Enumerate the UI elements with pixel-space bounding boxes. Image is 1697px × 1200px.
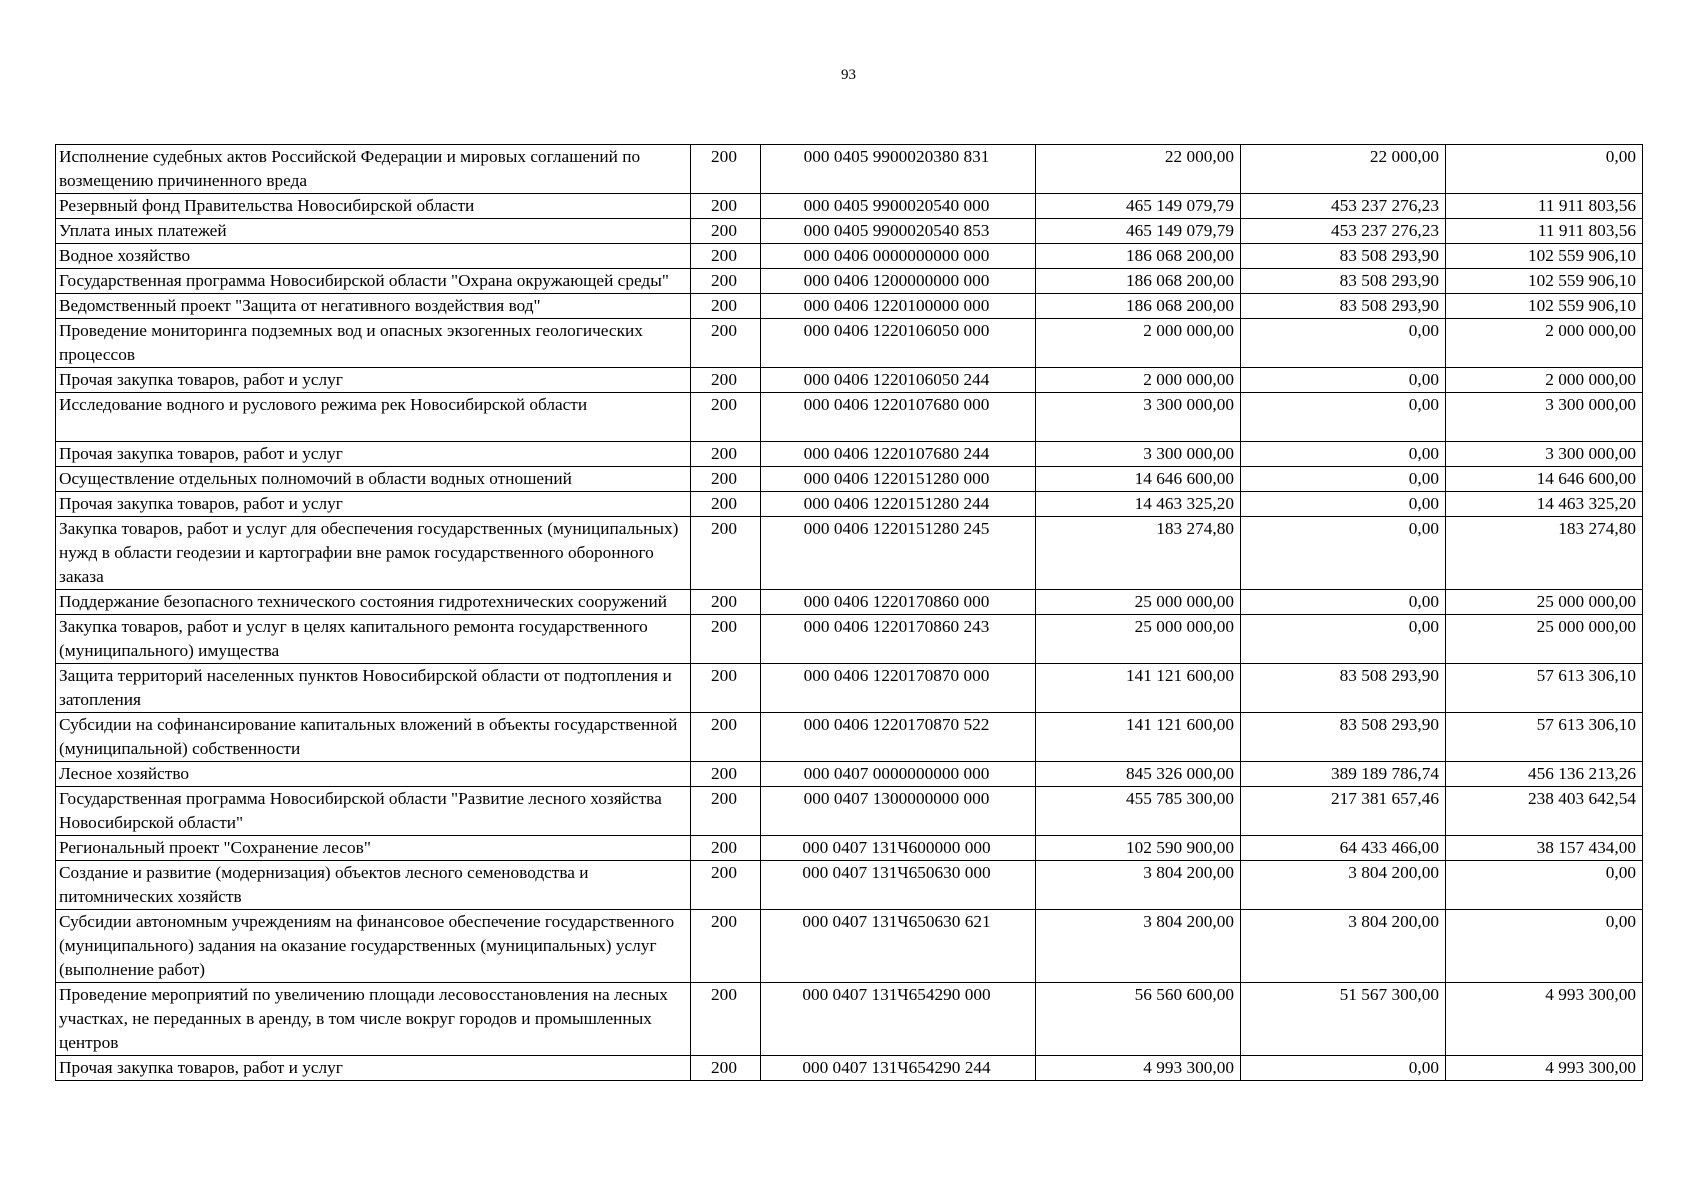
row-classification: 000 0407 131Ч654290 000	[761, 983, 1036, 1056]
row-code: 200	[691, 442, 761, 467]
row-name: Проведение мониторинга подземных вод и опасных экзогенных геологических процессов	[56, 319, 691, 368]
table-row	[56, 219, 1643, 244]
table-row	[56, 294, 1643, 319]
row-remainder: 0,00	[1446, 861, 1643, 910]
row-name: Субсидии на софинансирование капитальных вложений в объекты государственной (муниципальной) собственности	[56, 713, 691, 762]
table-row	[56, 244, 1643, 269]
row-approved: 186 068 200,00	[1036, 269, 1241, 294]
row-executed: 217 381 657,46	[1241, 787, 1446, 836]
row-classification: 000 0406 1220170860 243	[761, 615, 1036, 664]
row-executed: 83 508 293,90	[1241, 269, 1446, 294]
row-approved: 465 149 079,79	[1036, 219, 1241, 244]
row-remainder: 102 559 906,10	[1446, 294, 1643, 319]
row-name: Закупка товаров, работ и услуг для обеспечения государственных (муниципальных) нужд в области геодезии и картографии вне рамок государственного оборонного заказа	[56, 517, 691, 590]
row-remainder: 238 403 642,54	[1446, 787, 1643, 836]
table-row	[56, 1056, 1643, 1081]
row-name: Уплата иных платежей	[56, 219, 691, 244]
row-name: Защита территорий населенных пунктов Новосибирской области от подтопления и затопления	[56, 664, 691, 713]
row-name: Резервный фонд Правительства Новосибирской области	[56, 194, 691, 219]
row-name: Прочая закупка товаров, работ и услуг	[56, 492, 691, 517]
table-row	[56, 713, 1643, 762]
row-approved: 455 785 300,00	[1036, 787, 1241, 836]
row-approved: 141 121 600,00	[1036, 713, 1241, 762]
row-executed: 453 237 276,23	[1241, 219, 1446, 244]
row-executed: 0,00	[1241, 590, 1446, 615]
row-name: Государственная программа Новосибирской области "Охрана окружающей среды"	[56, 269, 691, 294]
table-row	[56, 492, 1643, 517]
row-classification: 000 0407 131Ч600000 000	[761, 836, 1036, 861]
table-row	[56, 787, 1643, 836]
row-code: 200	[691, 294, 761, 319]
table-row	[56, 393, 1643, 442]
row-code: 200	[691, 590, 761, 615]
row-classification: 000 0406 1220170860 000	[761, 590, 1036, 615]
row-approved: 25 000 000,00	[1036, 615, 1241, 664]
row-approved: 4 993 300,00	[1036, 1056, 1241, 1081]
row-approved: 3 804 200,00	[1036, 910, 1241, 983]
row-approved: 102 590 900,00	[1036, 836, 1241, 861]
row-classification: 000 0407 0000000000 000	[761, 762, 1036, 787]
row-name: Субсидии автономным учреждениям на финансовое обеспечение государственного (муниципального) задания на оказание государственных (муниципальных) услуг (выполнение работ)	[56, 910, 691, 983]
row-name: Осуществление отдельных полномочий в области водных отношений	[56, 467, 691, 492]
table-row	[56, 145, 1643, 194]
row-approved: 186 068 200,00	[1036, 244, 1241, 269]
row-name: Исполнение судебных актов Российской Федерации и мировых соглашений по возмещению причиненного вреда	[56, 145, 691, 194]
row-approved: 186 068 200,00	[1036, 294, 1241, 319]
row-executed: 0,00	[1241, 517, 1446, 590]
row-executed: 22 000,00	[1241, 145, 1446, 194]
row-executed: 453 237 276,23	[1241, 194, 1446, 219]
row-approved: 3 300 000,00	[1036, 442, 1241, 467]
row-name: Проведение мероприятий по увеличению площади лесовосстановления на лесных участках, не переданных в аренду, в том числе вокруг городов и промышленных центров	[56, 983, 691, 1056]
row-classification: 000 0407 131Ч654290 244	[761, 1056, 1036, 1081]
row-executed: 3 804 200,00	[1241, 861, 1446, 910]
row-code: 200	[691, 787, 761, 836]
row-code: 200	[691, 145, 761, 194]
row-executed: 64 433 466,00	[1241, 836, 1446, 861]
row-approved: 3 804 200,00	[1036, 861, 1241, 910]
page-number: 93	[841, 67, 856, 83]
row-code: 200	[691, 219, 761, 244]
row-remainder: 4 993 300,00	[1446, 1056, 1643, 1081]
table-body	[56, 145, 1643, 1081]
row-classification: 000 0406 0000000000 000	[761, 244, 1036, 269]
row-classification: 000 0406 1220170870 522	[761, 713, 1036, 762]
table-row	[56, 442, 1643, 467]
row-remainder: 4 993 300,00	[1446, 983, 1643, 1056]
table-row	[56, 983, 1643, 1056]
row-remainder: 102 559 906,10	[1446, 244, 1643, 269]
row-remainder: 25 000 000,00	[1446, 590, 1643, 615]
row-remainder: 14 463 325,20	[1446, 492, 1643, 517]
table-row	[56, 590, 1643, 615]
row-executed: 83 508 293,90	[1241, 664, 1446, 713]
row-code: 200	[691, 244, 761, 269]
row-classification: 000 0406 1220107680 000	[761, 393, 1036, 442]
table-row	[56, 836, 1643, 861]
row-remainder: 38 157 434,00	[1446, 836, 1643, 861]
row-code: 200	[691, 492, 761, 517]
row-code: 200	[691, 393, 761, 442]
row-executed: 83 508 293,90	[1241, 294, 1446, 319]
row-executed: 3 804 200,00	[1241, 910, 1446, 983]
table-row	[56, 467, 1643, 492]
row-code: 200	[691, 762, 761, 787]
row-classification: 000 0406 1220106050 244	[761, 368, 1036, 393]
budget-execution-table	[55, 144, 1643, 1081]
row-name: Прочая закупка товаров, работ и услуг	[56, 1056, 691, 1081]
table-row	[56, 861, 1643, 910]
row-classification: 000 0405 9900020540 000	[761, 194, 1036, 219]
row-approved: 14 646 600,00	[1036, 467, 1241, 492]
row-classification: 000 0406 1220151280 245	[761, 517, 1036, 590]
row-code: 200	[691, 467, 761, 492]
row-name: Ведомственный проект "Защита от негативного воздействия вод"	[56, 294, 691, 319]
row-remainder: 2 000 000,00	[1446, 368, 1643, 393]
row-name: Региональный проект "Сохранение лесов"	[56, 836, 691, 861]
row-code: 200	[691, 1056, 761, 1081]
row-approved: 22 000,00	[1036, 145, 1241, 194]
row-approved: 3 300 000,00	[1036, 393, 1241, 442]
row-approved: 14 463 325,20	[1036, 492, 1241, 517]
row-code: 200	[691, 713, 761, 762]
row-code: 200	[691, 664, 761, 713]
row-executed: 389 189 786,74	[1241, 762, 1446, 787]
row-code: 200	[691, 861, 761, 910]
row-approved: 56 560 600,00	[1036, 983, 1241, 1056]
row-classification: 000 0406 1220106050 000	[761, 319, 1036, 368]
row-remainder: 11 911 803,56	[1446, 194, 1643, 219]
row-code: 200	[691, 615, 761, 664]
row-executed: 83 508 293,90	[1241, 713, 1446, 762]
row-code: 200	[691, 517, 761, 590]
table-row	[56, 910, 1643, 983]
row-classification: 000 0406 1220170870 000	[761, 664, 1036, 713]
row-classification: 000 0407 131Ч650630 000	[761, 861, 1036, 910]
row-remainder: 183 274,80	[1446, 517, 1643, 590]
row-executed: 0,00	[1241, 393, 1446, 442]
row-approved: 2 000 000,00	[1036, 368, 1241, 393]
row-approved: 183 274,80	[1036, 517, 1241, 590]
row-code: 200	[691, 910, 761, 983]
row-approved: 25 000 000,00	[1036, 590, 1241, 615]
table-row	[56, 269, 1643, 294]
row-remainder: 11 911 803,56	[1446, 219, 1643, 244]
row-executed: 83 508 293,90	[1241, 244, 1446, 269]
row-approved: 465 149 079,79	[1036, 194, 1241, 219]
table-row	[56, 319, 1643, 368]
row-name: Государственная программа Новосибирской области "Развитие лесного хозяйства Новосибирской области"	[56, 787, 691, 836]
table-row	[56, 517, 1643, 590]
row-remainder: 57 613 306,10	[1446, 713, 1643, 762]
row-remainder: 0,00	[1446, 910, 1643, 983]
row-name: Лесное хозяйство	[56, 762, 691, 787]
row-classification: 000 0405 9900020380 831	[761, 145, 1036, 194]
row-approved: 845 326 000,00	[1036, 762, 1241, 787]
row-code: 200	[691, 983, 761, 1056]
row-classification: 000 0407 131Ч650630 621	[761, 910, 1036, 983]
table-row	[56, 762, 1643, 787]
row-remainder: 3 300 000,00	[1446, 442, 1643, 467]
row-executed: 0,00	[1241, 442, 1446, 467]
row-executed: 51 567 300,00	[1241, 983, 1446, 1056]
row-approved: 141 121 600,00	[1036, 664, 1241, 713]
row-classification: 000 0406 1220151280 000	[761, 467, 1036, 492]
row-executed: 0,00	[1241, 615, 1446, 664]
row-remainder: 3 300 000,00	[1446, 393, 1643, 442]
row-remainder: 456 136 213,26	[1446, 762, 1643, 787]
row-executed: 0,00	[1241, 368, 1446, 393]
row-remainder: 0,00	[1446, 145, 1643, 194]
row-classification: 000 0407 1300000000 000	[761, 787, 1036, 836]
row-classification: 000 0406 1220151280 244	[761, 492, 1036, 517]
row-remainder: 57 613 306,10	[1446, 664, 1643, 713]
row-name: Прочая закупка товаров, работ и услуг	[56, 368, 691, 393]
row-executed: 0,00	[1241, 1056, 1446, 1081]
row-code: 200	[691, 319, 761, 368]
row-name: Прочая закупка товаров, работ и услуг	[56, 442, 691, 467]
row-name: Водное хозяйство	[56, 244, 691, 269]
table-row	[56, 194, 1643, 219]
row-classification: 000 0406 1220100000 000	[761, 294, 1036, 319]
row-name: Поддержание безопасного технического состояния гидротехнических сооружений	[56, 590, 691, 615]
row-executed: 0,00	[1241, 319, 1446, 368]
row-code: 200	[691, 836, 761, 861]
row-name: Закупка товаров, работ и услуг в целях капитального ремонта государственного (муниципального) имущества	[56, 615, 691, 664]
row-remainder: 14 646 600,00	[1446, 467, 1643, 492]
row-executed: 0,00	[1241, 492, 1446, 517]
row-remainder: 102 559 906,10	[1446, 269, 1643, 294]
table-row	[56, 664, 1643, 713]
row-remainder: 2 000 000,00	[1446, 319, 1643, 368]
table-row	[56, 615, 1643, 664]
row-classification: 000 0406 1220107680 244	[761, 442, 1036, 467]
row-code: 200	[691, 269, 761, 294]
row-remainder: 25 000 000,00	[1446, 615, 1643, 664]
table-row	[56, 368, 1643, 393]
row-name: Создание и развитие (модернизация) объектов лесного семеноводства и питомнических хозяйств	[56, 861, 691, 910]
row-code: 200	[691, 194, 761, 219]
row-executed: 0,00	[1241, 467, 1446, 492]
row-approved: 2 000 000,00	[1036, 319, 1241, 368]
row-classification: 000 0406 1200000000 000	[761, 269, 1036, 294]
row-name: Исследование водного и руслового режима рек Новосибирской области	[56, 393, 691, 442]
row-code: 200	[691, 368, 761, 393]
row-classification: 000 0405 9900020540 853	[761, 219, 1036, 244]
